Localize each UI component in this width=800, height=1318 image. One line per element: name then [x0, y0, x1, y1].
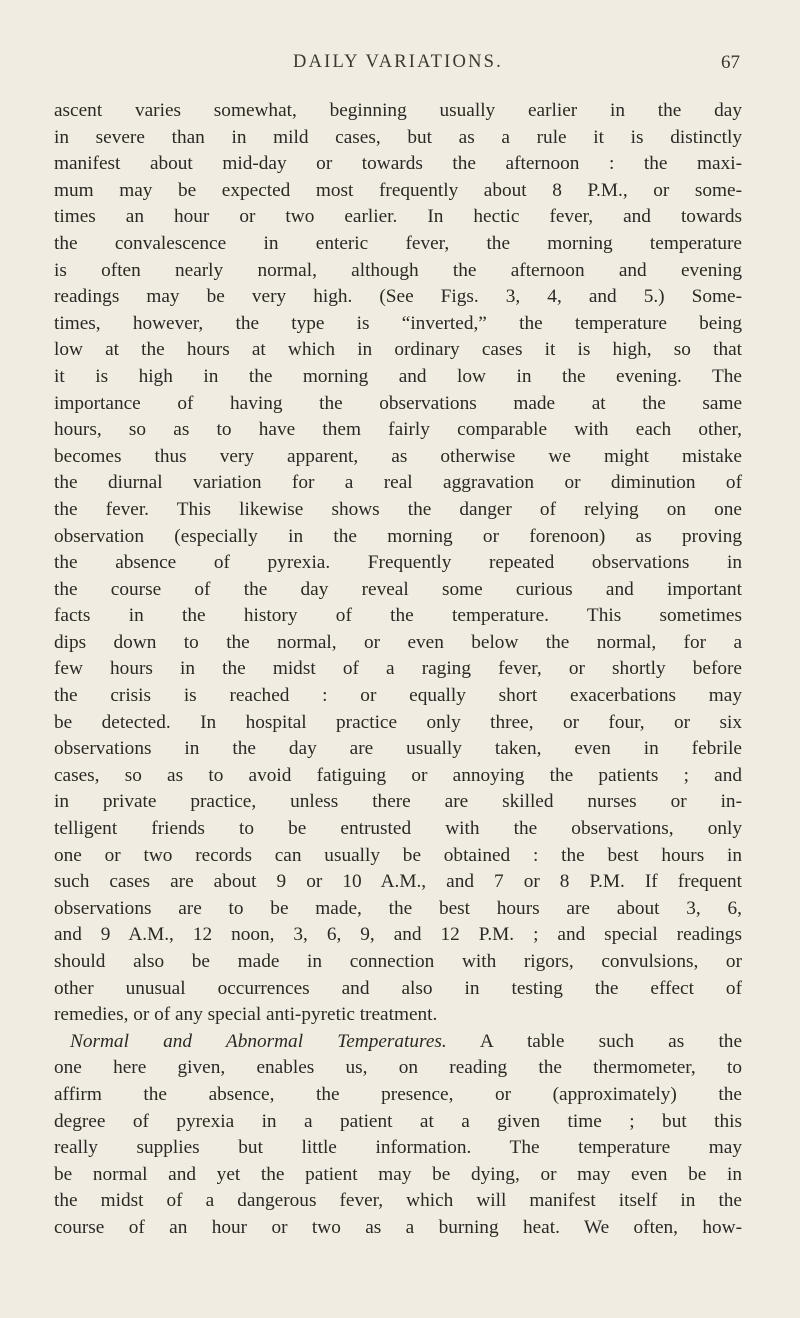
text-line: the fever. This likewise shows the danger of relying on one	[54, 498, 742, 520]
text-line: the midst of a dangerous fever, which will manifest itself in the	[54, 1190, 742, 1212]
text-line: is often nearly normal, although the afternoon and evening	[54, 259, 742, 281]
text-line: readings may be very high. (See Figs. 3, 4, and 5.) Some-	[54, 286, 742, 308]
text-line: times, however, the type is “inverted,” the temperature being	[54, 312, 742, 334]
section-first-line	[54, 1029, 742, 1056]
text-line: observations in the day are usually taken, even in febrile	[54, 738, 742, 760]
text-line: ascent varies somewhat, beginning usually earlier in the day	[54, 100, 742, 121]
running-title: DAILY VARIATIONS.	[293, 52, 503, 72]
text-line: manifest about mid-day or towards the afternoon : the maxi-	[54, 153, 742, 175]
text-line: one or two records can usually be obtained : the best hours in	[54, 844, 742, 866]
text-line: observations are to be made, the best hours are about 3, 6,	[54, 897, 742, 919]
body-text	[54, 98, 742, 1242]
text-line: cases, so as to avoid fatiguing or annoying the patients ; and	[54, 764, 742, 786]
text-line: should also be made in connection with rigors, convulsions, or	[54, 951, 742, 972]
running-head	[54, 52, 742, 86]
text-line: the crisis is reached : or equally short exacerbations may	[54, 685, 742, 707]
text-line: the diurnal variation for a real aggravation or diminution of	[54, 472, 742, 494]
text-line: and 9 A.M., 12 noon, 3, 6, 9, and 12 P.M. ; and special readings	[54, 924, 742, 946]
section-first-line-text: A table such as the	[446, 1030, 743, 1052]
section-heading: Normal and Abnormal Temperatures.	[70, 1030, 447, 1052]
text-line: few hours in the midst of a raging fever, or shortly before	[54, 658, 742, 680]
text-line: course of an hour or two as a burning heat. We often, how-	[54, 1216, 742, 1238]
text-line: facts in the history of the temperature. This sometimes	[54, 605, 742, 627]
text-line: degree of pyrexia in a patient at a given time ; but this	[54, 1110, 742, 1132]
text-line: importance of having the observations made at the same	[54, 392, 742, 414]
text-line: becomes thus very apparent, as otherwise we might mistake	[54, 445, 742, 467]
text-line: affirm the absence, the presence, or (approximately) the	[54, 1083, 742, 1105]
text-line: one here given, enables us, on reading the thermometer, to	[54, 1057, 742, 1079]
text-line: telligent friends to be entrusted with the observations, only	[54, 818, 742, 840]
text-line: dips down to the normal, or even below the normal, for a	[54, 631, 742, 653]
text-line: hours, so as to have them fairly comparable with each other,	[54, 419, 742, 441]
text-line: be detected. In hospital practice only three, or four, or six	[54, 711, 742, 733]
text-line: other unusual occurrences and also in testing the effect of	[54, 977, 742, 999]
text-line: be normal and yet the patient may be dying, or may even be in	[54, 1163, 742, 1185]
text-line: times an hour or two earlier. In hectic fever, and towards	[54, 206, 742, 228]
text-line: observation (especially in the morning or forenoon) as proving	[54, 525, 742, 547]
text-line: in private practice, unless there are skilled nurses or in-	[54, 791, 742, 813]
text-line: the absence of pyrexia. Frequently repeated observations in	[54, 552, 742, 574]
text-line: mum may be expected most frequently about 8 P.M., or some-	[54, 179, 742, 201]
text-line: the course of the day reveal some curious and important	[54, 578, 742, 600]
text-line: remedies, or of any special anti-pyretic treatment.	[54, 1004, 438, 1026]
text-line: such cases are about 9 or 10 A.M., and 7 or 8 P.M. If frequent	[54, 871, 742, 893]
text-line: the convalescence in enteric fever, the morning temperature	[54, 232, 742, 254]
text-line: really supplies but little information. The temperature may	[54, 1137, 742, 1159]
text-line: low at the hours at which in ordinary cases it is high, so that	[54, 339, 742, 361]
text-line: it is high in the morning and low in the evening. The	[54, 365, 742, 387]
text-line: in severe than in mild cases, but as a rule it is distinctly	[54, 126, 742, 148]
page-number: 67	[721, 52, 740, 73]
